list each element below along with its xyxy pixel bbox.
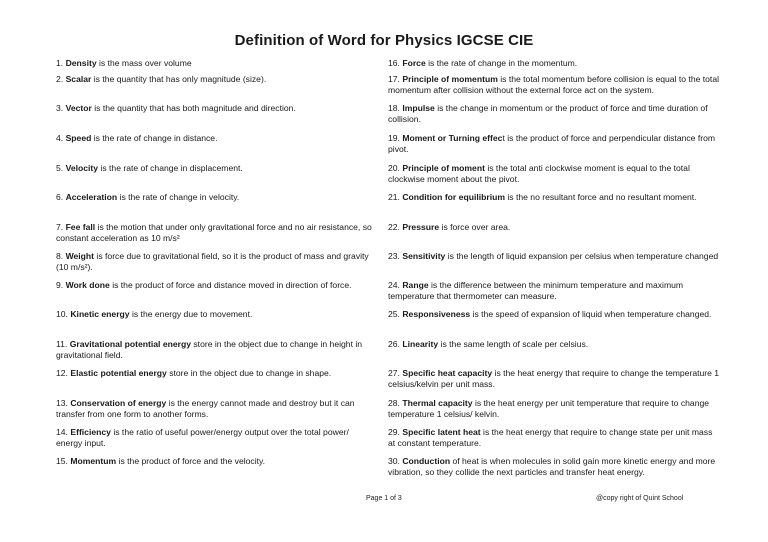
- definition-term: Vector: [65, 103, 92, 113]
- definition-number: 8.: [56, 251, 64, 261]
- definition-term: Pressure: [402, 222, 440, 232]
- definition-text: is the difference between the minimum temperature and maximum temperature that thermometer can measure.: [388, 280, 684, 302]
- definition-term: Responsiveness: [402, 309, 471, 319]
- definition-number: 11.: [56, 339, 68, 349]
- definition-item: [388, 103, 720, 126]
- definition-term: Principle of momentum: [402, 74, 498, 84]
- definition-item: [56, 103, 374, 114]
- definition-number: 25.: [388, 309, 400, 319]
- definition-term: Impulse: [402, 103, 435, 113]
- definition-text: is the length of liquid expansion per celsius when temperature changed: [445, 251, 719, 261]
- definition-term: Linearity: [402, 339, 439, 349]
- definition-number: 28.: [388, 398, 400, 408]
- definition-number: 6.: [56, 192, 64, 202]
- definition-number: 4.: [56, 133, 64, 143]
- definition-number: 19.: [388, 133, 400, 143]
- definition-term: Elastic potential energy: [70, 368, 167, 378]
- definition-term: Conservation of energy: [70, 398, 167, 408]
- definition-item: [388, 192, 720, 203]
- definition-item: [56, 368, 374, 379]
- page-number: Page 1 of 3: [366, 495, 402, 502]
- definition-item: [56, 427, 374, 450]
- definition-term: Efficiency: [70, 427, 111, 437]
- definition-text: is the motion that under only gravitational force and no air resistance, so constant acceleration as 10 m/s²: [56, 222, 372, 244]
- definition-text: is the rate of change in the momentum.: [425, 58, 578, 68]
- definition-number: 23.: [388, 251, 400, 261]
- definition-text: is the change in momentum or the product of force and time duration of collision.: [388, 103, 708, 125]
- definition-item: [388, 456, 720, 479]
- definition-text: is the total anti clockwise moment is equal to the total clockwise moment about the pivot.: [388, 163, 690, 185]
- definition-item: [56, 58, 374, 69]
- definition-item: [56, 251, 374, 274]
- definition-item: [56, 309, 374, 320]
- definition-number: 22.: [388, 222, 400, 232]
- definition-term: Acceleration: [65, 192, 118, 202]
- definition-number: 17.: [388, 74, 400, 84]
- definition-item: [388, 251, 720, 262]
- definition-item: [56, 74, 374, 85]
- definition-number: 9.: [56, 280, 64, 290]
- definition-item: [56, 163, 374, 174]
- definition-term: Density: [65, 58, 97, 68]
- definition-number: 24.: [388, 280, 400, 290]
- definition-number: 2.: [56, 74, 64, 84]
- definition-text: store in the object due to change in height in gravitational field.: [56, 339, 363, 361]
- copyright-notice: @copy right of Quint School: [596, 495, 684, 502]
- definition-text: store in the object due to change in shape.: [166, 368, 332, 378]
- definition-number: 20.: [388, 163, 400, 173]
- definition-item: [388, 427, 720, 450]
- definition-item: [388, 58, 720, 69]
- definition-term: Specific heat capacity: [402, 368, 493, 378]
- definition-text: is force over area.: [439, 222, 511, 232]
- definition-text: is the energy due to movement.: [129, 309, 253, 319]
- definition-term: Velocity: [65, 163, 99, 173]
- definition-item: [388, 163, 720, 186]
- definition-number: 10.: [56, 309, 68, 319]
- definition-item: [56, 456, 374, 467]
- definition-term: Speed: [65, 133, 92, 143]
- definition-text: is the rate of change in velocity.: [117, 192, 240, 202]
- definition-text: is the quantity that has both magnitude and direction.: [91, 103, 296, 113]
- definition-text: is the quantity that has only magnitude (size).: [91, 74, 267, 84]
- definition-text: is force due to gravitational field, so it is the product of mass and gravity (10 m/s²).: [56, 251, 369, 273]
- definition-term: Thermal capacity: [402, 398, 473, 408]
- definition-text: is the rate of change in displacement.: [98, 163, 243, 173]
- definition-item: [388, 368, 720, 391]
- definition-term: Range: [402, 280, 429, 290]
- definition-item: [56, 192, 374, 203]
- definition-term: Weight: [65, 251, 95, 261]
- definition-number: 30.: [388, 456, 400, 466]
- definition-text: of heat is when molecules in solid gain more kinetic energy and more vibration, so they collide the next particles and transfer heat energy.: [388, 456, 716, 478]
- definition-term: Force: [402, 58, 426, 68]
- definition-text: is the energy cannot made and destroy but it can transfer from one form to another forms.: [56, 398, 355, 420]
- definition-number: 5.: [56, 163, 64, 173]
- definition-text: is the heat energy that require to change state per unit mass at constant temperature.: [388, 427, 713, 449]
- definition-item: [56, 133, 374, 144]
- definition-term: Momentum: [70, 456, 117, 466]
- definition-number: 21.: [388, 192, 400, 202]
- definition-number: 3.: [56, 103, 64, 113]
- definition-term: Fee fall: [65, 222, 96, 232]
- definition-number: 14.: [56, 427, 68, 437]
- definition-item: [388, 398, 720, 421]
- definition-term: Gravitational potential energy: [69, 339, 191, 349]
- definition-text: is the ratio of useful power/energy output over the total power/ energy input.: [56, 427, 349, 449]
- definition-number: 27.: [388, 368, 400, 378]
- definition-number: 7.: [56, 222, 64, 232]
- definition-item: [56, 339, 374, 362]
- definition-text: is the speed of expansion of liquid when temperature changed.: [470, 309, 712, 319]
- definition-item: [388, 280, 720, 303]
- definition-term: Condition for equilibrium: [402, 192, 505, 202]
- definition-term: Principle of moment: [402, 163, 485, 173]
- definition-text: is the same length of scale per celsius.: [438, 339, 589, 349]
- definition-term: Sensitivity: [402, 251, 446, 261]
- definition-text: t is the product of force and perpendicular distance from pivot.: [388, 133, 716, 155]
- definition-item: [56, 222, 374, 245]
- definition-number: 12.: [56, 368, 68, 378]
- definition-item: [388, 309, 720, 320]
- definition-term: Work done: [65, 280, 110, 290]
- definition-number: 15.: [56, 456, 68, 466]
- definition-term: Scalar: [65, 74, 92, 84]
- definition-term: Moment or Turning effec: [402, 133, 503, 143]
- definition-number: 29.: [388, 427, 400, 437]
- definition-item: [388, 133, 720, 156]
- definition-term: Conduction: [402, 456, 451, 466]
- definition-item: [388, 339, 720, 350]
- definition-text: is the no resultant force and no resultant moment.: [504, 192, 697, 202]
- definition-text: is the product of force and distance moved in direction of force.: [109, 280, 352, 290]
- definition-item: [388, 222, 720, 233]
- definition-term: Specific latent heat: [402, 427, 481, 437]
- page-title: Definition of Word for Physics IGCSE CIE: [234, 32, 534, 49]
- definition-text: is the product of force and the velocity.: [116, 456, 266, 466]
- definition-text: is the mass over volume: [96, 58, 192, 68]
- definition-text: is the heat energy that require to change the temperature 1 celsius/kelvin per unit mass.: [388, 368, 720, 390]
- definition-item: [56, 398, 374, 421]
- definition-number: 18.: [388, 103, 400, 113]
- definition-text: is the heat energy per unit temperature that require to change temperature 1 celsius/ kelvin.: [388, 398, 710, 420]
- definition-number: 13.: [56, 398, 68, 408]
- definition-number: 1.: [56, 58, 64, 68]
- definition-term: Kinetic energy: [70, 309, 130, 319]
- definition-number: 16.: [388, 58, 400, 68]
- definition-number: 26.: [388, 339, 400, 349]
- definition-text: is the total momentum before collision is equal to the total momentum after collision without the external force act on the system.: [388, 74, 720, 96]
- definition-item: [388, 74, 720, 97]
- definition-item: [56, 280, 374, 291]
- definition-text: is the rate of change in distance.: [91, 133, 218, 143]
